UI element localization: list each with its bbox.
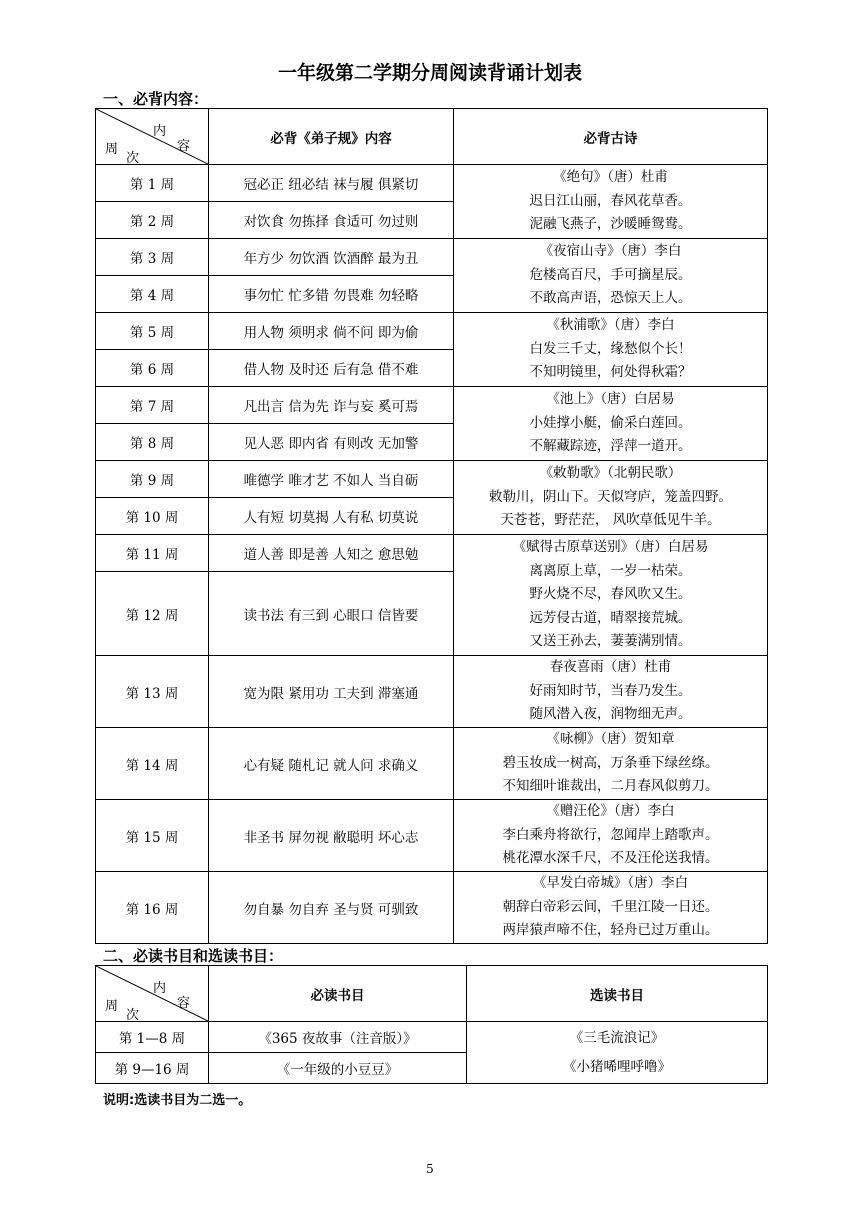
poem-line: 危楼高百尺，手可摘星辰。 bbox=[529, 266, 692, 283]
poem-line: 桃花潭水深千尺，不及汪伦送我情。 bbox=[502, 850, 719, 867]
poem-cell bbox=[454, 800, 768, 872]
diag-label-ci: 次 bbox=[126, 1008, 140, 1023]
poem-line: 泥融飞燕子，沙暖睡鸳鸯。 bbox=[529, 216, 692, 233]
diag-label-zhou: 周 bbox=[105, 999, 119, 1014]
poem-line: 敕勒川，阴山下。天似穹庐，笼盖四野。 bbox=[489, 488, 732, 505]
poem-title: 春夜喜雨（唐）杜甫 bbox=[549, 659, 672, 676]
poem-line: 又送王孙去，萋萋满别情。 bbox=[529, 633, 692, 650]
week-cell: 第 16 周 bbox=[96, 872, 209, 944]
dizigui-cell: 对饮食 勿拣择 食适可 勿过则 bbox=[209, 202, 454, 239]
poem-line: 小娃撑小艇，偷采白莲回。 bbox=[529, 414, 692, 431]
week-cell: 第 9—16 周 bbox=[96, 1053, 209, 1084]
poem-title: 《咏柳》（唐）贺知章 bbox=[546, 731, 675, 748]
dizigui-cell: 见人恶 即内省 有则改 无加警 bbox=[209, 424, 454, 461]
dizigui-cell: 心有疑 随札记 就人问 求确义 bbox=[209, 728, 454, 800]
poem-title: 《绝句》（唐）杜甫 bbox=[553, 169, 668, 186]
diag-label-rong: 容 bbox=[177, 996, 191, 1011]
week-cell: 第 10 周 bbox=[96, 498, 209, 535]
week-cell: 第 8 周 bbox=[96, 424, 209, 461]
poem-line: 碧玉妆成一树高，万条垂下绿丝绦。 bbox=[502, 754, 719, 771]
poem-cell bbox=[454, 461, 768, 535]
diag-label-ci: 次 bbox=[126, 151, 140, 166]
dizigui-cell: 非圣书 屏勿视 敝聪明 坏心志 bbox=[209, 800, 454, 872]
poem-line: 白发三千丈，缘愁似个长！ bbox=[529, 340, 692, 357]
poem-line: 两岸猿声啼不住，轻舟已过万重山。 bbox=[502, 922, 719, 939]
poem-line: 好雨知时节，当春乃发生。 bbox=[529, 682, 692, 699]
dizigui-cell: 用人物 须明求 倘不问 即为偷 bbox=[209, 313, 454, 350]
poem-title: 《秋浦歌》（唐）李白 bbox=[546, 317, 675, 334]
week-cell: 第 14 周 bbox=[96, 728, 209, 800]
poem-title: 《池上》（唐）白居易 bbox=[546, 391, 675, 408]
poem-line: 远芳侵古道，晴翠接荒城。 bbox=[529, 609, 692, 626]
poem-line: 野火烧不尽，春风吹又生。 bbox=[529, 586, 692, 603]
week-cell: 第 2 周 bbox=[96, 202, 209, 239]
week-cell: 第 3 周 bbox=[96, 239, 209, 276]
poem-line: 不知明镜里，何处得秋霜？ bbox=[529, 364, 692, 381]
dizigui-cell: 事勿忙 忙多错 勿畏难 勿轻略 bbox=[209, 276, 454, 313]
dizigui-cell: 借人物 及时还 后有急 借不难 bbox=[209, 350, 454, 387]
dizigui-cell: 勿自暴 勿自弃 圣与贤 可驯致 bbox=[209, 872, 454, 944]
col-header-poems: 必背古诗 bbox=[454, 109, 768, 165]
poem-line: 不解藏踪迹，浮萍一道开。 bbox=[529, 438, 692, 455]
diag-label-nei: 内 bbox=[153, 124, 167, 139]
section2-heading: 二、必读书目和选读书目： bbox=[103, 947, 284, 965]
dizigui-cell: 宽为限 紧用功 工夫到 滞塞通 bbox=[209, 656, 454, 728]
week-cell: 第 7 周 bbox=[96, 387, 209, 424]
optional-book: 《小猪唏哩呼噜》 bbox=[563, 1058, 671, 1075]
poem-title: 《赠汪伦》（唐）李白 bbox=[546, 803, 675, 820]
diag-label-zhou: 周 bbox=[105, 142, 119, 157]
week-cell: 第 5 周 bbox=[96, 313, 209, 350]
diagonal-header-cell bbox=[96, 109, 209, 165]
poem-line: 不知细叶谁裁出，二月春风似剪刀。 bbox=[502, 778, 719, 795]
dizigui-cell: 读书法 有三到 心眼口 信皆要 bbox=[209, 572, 454, 656]
poem-line: 李白乘舟将欲行，忽闻岸上踏歌声。 bbox=[502, 826, 719, 843]
diag-label-rong: 容 bbox=[177, 139, 191, 154]
col-header-required: 必读书目 bbox=[209, 966, 467, 1022]
poem-cell bbox=[454, 313, 768, 387]
section1-heading: 一、必背内容： bbox=[103, 90, 209, 108]
week-cell: 第 13 周 bbox=[96, 656, 209, 728]
recitation-table bbox=[95, 108, 768, 944]
poem-title: 《敕勒歌》（北朝民歌） bbox=[539, 465, 682, 482]
week-cell: 第 15 周 bbox=[96, 800, 209, 872]
dizigui-cell: 年方少 勿饮酒 饮酒醉 最为丑 bbox=[209, 239, 454, 276]
week-cell: 第 1—8 周 bbox=[96, 1022, 209, 1053]
dizigui-cell: 唯德学 唯才艺 不如人 当自砺 bbox=[209, 461, 454, 498]
poem-title: 《赋得古原草送别》（唐）白居易 bbox=[512, 539, 709, 556]
poem-line: 天苍苍，野茫茫， 风吹草低见牛羊。 bbox=[500, 512, 721, 529]
diag-label-nei: 内 bbox=[153, 981, 167, 996]
poem-line: 离离原上草，一岁一枯荣。 bbox=[529, 562, 692, 579]
reading-list-table bbox=[95, 965, 768, 1084]
optional-books-cell bbox=[467, 1022, 768, 1084]
required-book-cell: 《365 夜故事（注音版）》 bbox=[209, 1022, 467, 1053]
optional-book: 《三毛流浪记》 bbox=[569, 1029, 665, 1046]
poem-cell bbox=[454, 728, 768, 800]
week-cell: 第 6 周 bbox=[96, 350, 209, 387]
poem-cell bbox=[454, 387, 768, 461]
page-title: 一年级第二学期分周阅读背诵计划表 bbox=[277, 62, 582, 84]
week-cell: 第 1 周 bbox=[96, 165, 209, 202]
poem-cell bbox=[454, 535, 768, 656]
poem-line: 不敢高声语，恐惊天上人。 bbox=[529, 290, 692, 307]
poem-line: 随风潜入夜，润物细无声。 bbox=[529, 706, 692, 723]
poem-cell bbox=[454, 165, 768, 239]
dizigui-cell: 冠必正 纽必结 袜与履 俱紧切 bbox=[209, 165, 454, 202]
week-cell: 第 12 周 bbox=[96, 572, 209, 656]
dizigui-cell: 人有短 切莫揭 人有私 切莫说 bbox=[209, 498, 454, 535]
poem-cell bbox=[454, 656, 768, 728]
dizigui-cell: 凡出言 信为先 诈与妄 奚可焉 bbox=[209, 387, 454, 424]
poem-title: 《早发白帝城》（唐）李白 bbox=[532, 875, 689, 892]
week-cell: 第 4 周 bbox=[96, 276, 209, 313]
col-header-optional: 选读书目 bbox=[467, 966, 768, 1022]
poem-title: 《夜宿山寺》（唐）李白 bbox=[539, 243, 682, 260]
footnote: 说明:选读书目为二选一。 bbox=[103, 1093, 252, 1108]
required-book-cell: 《一年级的小豆豆》 bbox=[209, 1053, 467, 1084]
week-cell: 第 9 周 bbox=[96, 461, 209, 498]
diagonal-header-cell bbox=[96, 966, 209, 1022]
poem-line: 朝辞白帝彩云间，千里江陵一日还。 bbox=[502, 898, 719, 915]
week-cell: 第 11 周 bbox=[96, 535, 209, 572]
col-header-dizigui: 必背《弟子规》内容 bbox=[209, 109, 454, 165]
page-number: 5 bbox=[426, 1162, 434, 1176]
poem-cell bbox=[454, 872, 768, 944]
poem-line: 迟日江山丽，春风花草香。 bbox=[529, 192, 692, 209]
poem-cell bbox=[454, 239, 768, 313]
dizigui-cell: 道人善 即是善 人知之 愈思勉 bbox=[209, 535, 454, 572]
